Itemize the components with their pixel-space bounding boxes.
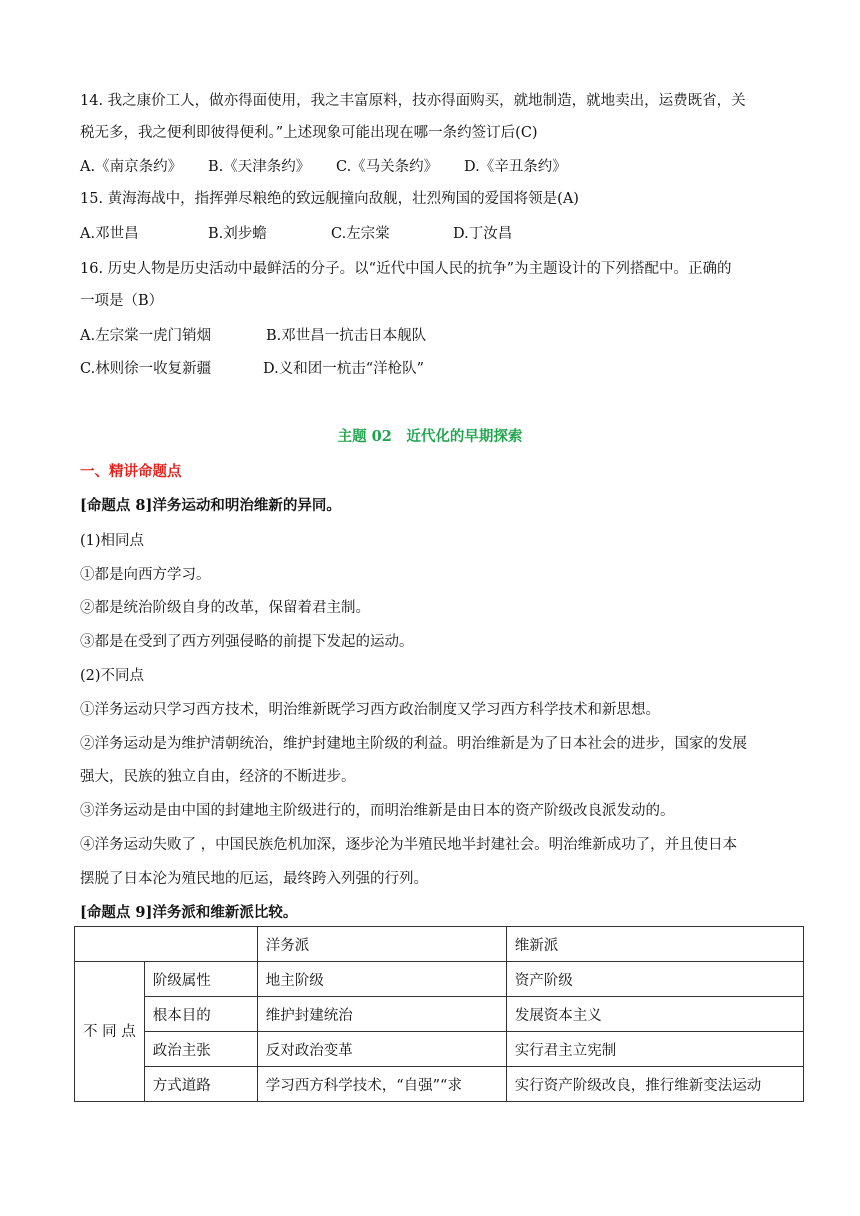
option-c: C.《马关条约》: [336, 159, 439, 175]
table-cell: 反对政治变革: [257, 1032, 506, 1067]
row-label: 根本目的: [144, 997, 257, 1032]
table-row: [75, 997, 804, 1032]
option-a: A.邓世昌: [80, 226, 139, 242]
option-b: B.邓世昌一抗击日本舰队: [266, 328, 427, 344]
diff-item: ④洋务运动失败了 ，中国民族危机加深，逐步沦为半殖民地半封建社会。明治维新成功了，并且使日本: [80, 837, 738, 853]
option-c: C.林则徐一收复新疆: [80, 361, 212, 377]
topic-title: 主题 02 近代化的早期探索: [337, 428, 523, 445]
option-d: D.《辛丑条约》: [464, 159, 567, 175]
question-14-line-2: 税无多，我之便利即彼得便利。”上述现象可能出现在哪一条约签订后(C): [80, 125, 538, 141]
table-cell: 维护封建统治: [257, 997, 506, 1032]
question-16-line-2: 一项是（B）: [80, 293, 164, 309]
point-9-title: [命题点 9]洋务派和维新派比较。: [80, 904, 298, 921]
diff-item-continued: 摆脱了日本沦为殖民地的厄运，最终跨入列强的行列。: [80, 871, 428, 887]
table-cell: 地主阶级: [257, 962, 506, 997]
option-a: A.左宗棠一虎门销烟: [80, 328, 212, 344]
row-label: 阶级属性: [144, 962, 257, 997]
row-label: 方式道路: [144, 1067, 257, 1102]
diff-item: ③洋务运动是由中国的封建地主阶级进行的，而明治维新是由日本的资产阶级改良派发动的。: [80, 803, 675, 819]
table-header-empty: [75, 927, 258, 962]
point-8-title: [命题点 8]洋务运动和明治维新的异同。: [80, 497, 341, 514]
table-row: [75, 1032, 804, 1067]
same-item: ③都是在受到了西方列强侵略的前提下发起的运动。: [80, 634, 414, 650]
diff-item: ②洋务运动是为维护清朝统治，维护封建地主阶级的利益。明治维新是为了日本社会的进步，国家的发展: [80, 736, 747, 752]
question-15-line-1: 15. 黄海海战中，指挥弹尽粮绝的致远舰撞向敌舰，壮烈殉国的爱国将领是(A): [80, 191, 579, 207]
table-cell: 实行资产阶级改良，推行维新变法运动: [506, 1067, 803, 1102]
row-label: 政治主张: [144, 1032, 257, 1067]
option-d: D.义和团一杭击“洋枪队”: [263, 361, 425, 377]
table-header-row: [75, 927, 804, 962]
table-row: [75, 962, 804, 997]
option-a: A.《南京条约》: [80, 159, 183, 175]
table-cell: 资产阶级: [506, 962, 803, 997]
option-c: C.左宗棠: [331, 226, 390, 242]
diff-item-continued: 强大，民族的独立自由，经济的不断进步。: [80, 769, 356, 785]
question-14-line-1: 14. 我之康价工人，做亦得面使用，我之丰富原料，技亦得面购买，就地制造，就地卖出，运费既省，关: [80, 93, 746, 109]
same-heading: (1)相同点: [80, 533, 145, 549]
table-cell: 发展资本主义: [506, 997, 803, 1032]
option-d: D.丁汝昌: [453, 226, 513, 242]
table-header-cell: 洋务派: [257, 927, 506, 962]
same-item: ①都是向西方学习。: [80, 567, 211, 583]
table-header-cell: 维新派: [506, 927, 803, 962]
same-item: ②都是统治阶级自身的改革，保留着君主制。: [80, 600, 370, 616]
section-title: 一、精讲命题点: [80, 463, 182, 480]
table-cell: 学习西方科学技术，“自强”“求: [257, 1067, 506, 1102]
diff-item: ①洋务运动只学习西方技术，明治维新既学习西方政治制度又学习西方科学技术和新思想。: [80, 702, 660, 718]
table-row: [75, 1067, 804, 1102]
group-label: 不 同 点: [75, 962, 145, 1102]
option-b: B.刘步蟾: [208, 226, 267, 242]
comparison-table: [74, 926, 804, 1102]
question-16-line-1: 16. 历史人物是历史活动中最鲜活的分子。以“近代中国人民的抗争”为主题设计的下列搭配中。正确的: [80, 261, 732, 277]
diff-heading: (2)不同点: [80, 668, 145, 684]
option-b: B.《天津条约》: [208, 159, 311, 175]
table-cell: 实行君主立宪制: [506, 1032, 803, 1067]
